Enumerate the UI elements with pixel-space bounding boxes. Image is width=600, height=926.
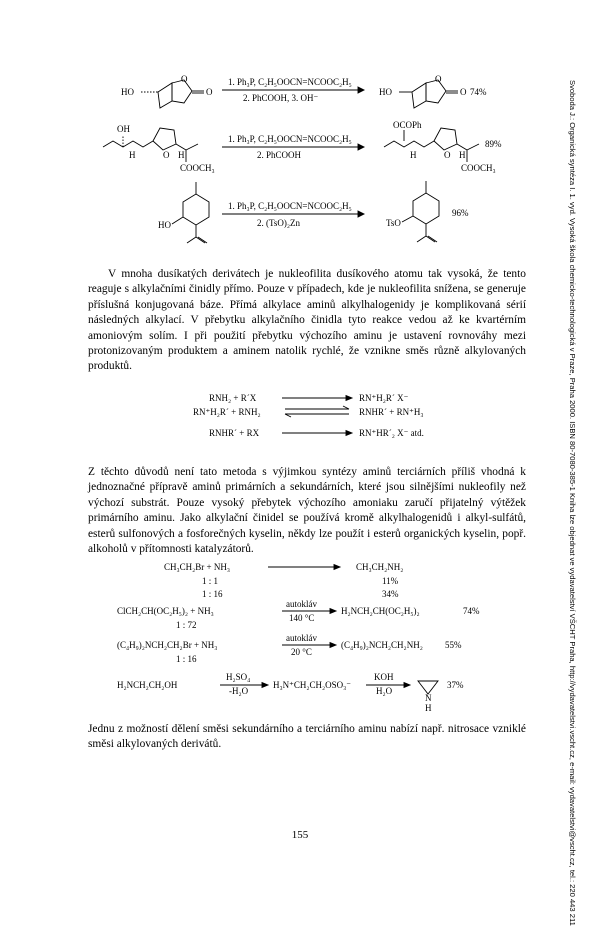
ring-oxygen-label: O [181, 74, 188, 84]
aziridine-h-label: H [425, 703, 432, 713]
amine-rxn-2-yield: 74% [463, 606, 480, 616]
lactone-reactant-structure [141, 80, 204, 108]
hydroxyl-label: OH [117, 124, 130, 134]
aziridine-n-label: N [425, 693, 432, 703]
yield-label: 96% [452, 208, 469, 218]
lactone-product-structure [399, 80, 458, 108]
amine-rxn-4-cond1-top: H₂SO₄ [226, 672, 251, 682]
reagent-line-2: 2. (TsO)₂Zn [257, 218, 301, 228]
menthol-reactant-structure [172, 182, 209, 243]
menthol-tosylate-structure [402, 181, 439, 242]
amine-rxn-2-product: H₂NCH₂CH(OC₂H₅)₂ [341, 606, 420, 616]
amine-rxn-1-left: CH₃CH₂Br + NH₃ [164, 562, 230, 572]
equation-1-left: RNH₂ + R´X [209, 393, 257, 403]
paragraph-1: V mnoha dusíkatých derivátech je nukleofilita dusíkového atomu tak vysoká, že tento reaguje s alkylačními činidly přímo. Pouze v případech, kde je nukleofilita snížena, se generuje příslušná konjugovaná báze. Přímá alkylace aminů alkylhalogenidy je komplikovaná sérií následných alkylací. V přebytku alkylačního činidla tyto reakce vedou až ke kvartérním amoniovým solím. I při použití přebytku výchozího aminu je ustavení rovnováhy mezi protonizovaným produktem a aminem natolik rychlé, že vznikne směs různě alkylovaných produktů. [88, 268, 526, 373]
amine-rxn-2-cond-top: autokláv [286, 599, 317, 609]
equation-3-right: RN⁺HR´₂ X⁻ atd. [359, 428, 424, 438]
amine-rxn-2-cond-bottom: 140 °C [289, 613, 315, 623]
reagent-line-2: 2. PhCOOH [257, 150, 302, 160]
amine-rxn-2-ratio: 1 : 72 [176, 620, 197, 630]
paragraph-3: Jednu z možností dělení směsi sekundárního a terciárního aminu nabízí např. nitrosace vzniklé směsi alkylovaných derivátů. [88, 723, 526, 751]
citation-text: Svoboda J.: Organická syntéza I. 1. vyd. Vysoká škola chemicko-technologická v Praze, Praha 2000. ISBN 80-7080-385-1 Kniha lze objednat ve vydavatelství VŠCHT Praha, http://vydavatelstvi.vscht.cz, e-mail: vydavatelstvi@vscht.cz, tel.: 220 443 211 [568, 80, 577, 926]
amine-rxn-3-ratio: 1 : 16 [176, 654, 197, 664]
amine-rxn-3-cond-bottom: 20 °C [291, 647, 312, 657]
equation-2-left: RN⁺H₂R´ + RNH₂ [193, 407, 261, 417]
h-label: H [410, 150, 417, 160]
yield-label: 74% [470, 87, 487, 97]
amine-rxn-4-cond1-bottom: -H₂O [229, 686, 249, 696]
ester-label: COOCH₃ [461, 163, 496, 173]
amine-rxn-4-left: H₂NCH₂CH₂OH [117, 680, 178, 690]
paragraph-2: Z těchto důvodů není tato metoda s výjimkou syntézy aminů terciárních příliš vhodná k jednoznačné přípravě aminů primárních a sekundárních, které jsou silnějšími nukleofily než výchozí substrát. Pouze vysoký přebytek výchozího amoniaku zaručí přijatelný výtěžek primárního aminu. Jako alkylační činidel se používá kromě alkylhalogenidů i alkyl-sulfátů, esterů sulfonových a fosforečných kyselin, někdy lze použít i esterů organických kyselin, popř. alkoholů v přítomnosti katalyzátorů. [88, 466, 526, 556]
reagent-line-2: 2. PhCOOH, 3. OH⁻ [243, 93, 319, 103]
product-hydroxyl-label: HO [379, 87, 392, 97]
equation-3-left: RNHR´ + RX [209, 428, 260, 438]
equation-2-right: RNHR´ + RN⁺H₃ [359, 407, 424, 417]
product-ring-oxygen-label: O [435, 74, 442, 84]
amine-rxn-4-cond2-bottom: H₂O [376, 686, 393, 696]
amine-rxn-1-ratio-b: 1 : 16 [202, 589, 223, 599]
tosylate-label: TsO [386, 218, 401, 228]
amine-rxn-4-cond2-top: KOH [374, 672, 394, 682]
reagent-line-1: 1. Ph₃P, C₂H₅OOCN=NCOOC₂H₅ [228, 201, 352, 211]
page-number: 155 [291, 829, 309, 841]
amine-rxn-2-left: ClCH₂CH(OC₂H₅)₂ + NH₃ [117, 606, 214, 616]
reagent-line-1: 1. Ph₃P, C₂H₅OOCN=NCOOC₂H₅ [228, 77, 352, 87]
yield-label: 89% [485, 139, 502, 149]
ester-label: COOCH₃ [180, 163, 215, 173]
ketone-oxygen-label: O [206, 87, 213, 97]
amine-rxn-3-left: (C₄H₉)₂NCH₂CH₂Br + NH₃ [117, 640, 218, 650]
amine-rxn-1-yield-b: 34% [382, 589, 399, 599]
amine-rxn-1-ratio-a: 1 : 1 [202, 576, 219, 586]
h-label: H [459, 150, 466, 160]
hydroxyl-label: HO [158, 220, 171, 230]
benzoate-label: OCOPh [393, 120, 422, 130]
h-label: H [178, 150, 185, 160]
ring-oxygen-label: O [163, 150, 170, 160]
amine-rxn-3-cond-top: autokláv [286, 633, 317, 643]
amine-rxn-4-yield: 37% [447, 680, 464, 690]
product-ketone-oxygen-label: O [460, 87, 467, 97]
amine-rxn-1-yield-a: 11% [382, 576, 399, 586]
h-label: H [129, 150, 136, 160]
reagent-line-1: 1. Ph₃P, C₂H₅OOCN=NCOOC₂H₅ [228, 134, 352, 144]
citation-sidebar [566, 80, 578, 926]
amine-rxn-3-yield: 55% [445, 640, 462, 650]
equation-1-right: RN⁺H₂R´ X⁻ [359, 393, 409, 403]
amine-rxn-3-product: (C₄H₉)₂NCH₂CH₂NH₂ [341, 640, 423, 650]
amine-rxn-1-product: CH₃CH₂NH₂ [356, 562, 404, 572]
amine-rxn-4-middle: H₃N⁺CH₂CH₂OSO₃⁻ [273, 680, 352, 690]
ring-oxygen-label: O [444, 150, 451, 160]
hydroxyl-label: HO [121, 87, 134, 97]
